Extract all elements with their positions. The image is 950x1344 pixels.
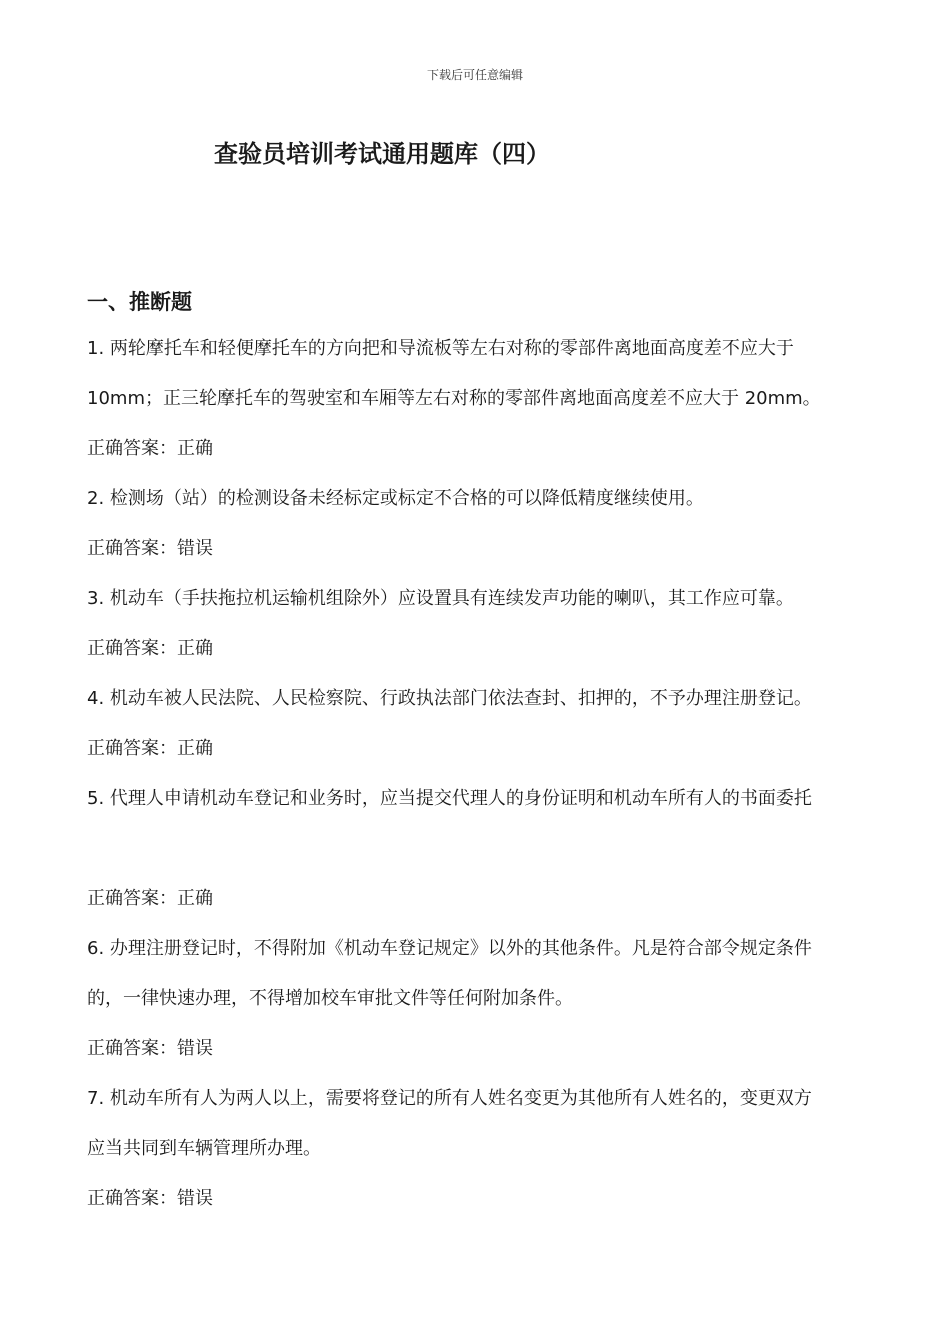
question-list xyxy=(87,324,877,1224)
question-item xyxy=(87,774,877,924)
answer-line: 正确答案：正确 xyxy=(87,638,213,659)
question-text-line: 6. 办理注册登记时，不得附加《机动车登记规定》以外的其他条件。凡是符合部令规定条件 xyxy=(87,938,812,959)
question-text-line xyxy=(87,824,877,874)
question-item xyxy=(87,1074,877,1224)
question-text-line: 7. 机动车所有人为两人以上，需要将登记的所有人姓名变更为其他所有人姓名的，变更双方 xyxy=(87,1088,812,1109)
question-text-line: 3. 机动车（手扶拖拉机运输机组除外）应设置具有连续发声功能的喇叭，其工作应可靠。 xyxy=(87,588,794,609)
question-item xyxy=(87,674,877,774)
section-heading: 一、推断题 xyxy=(87,290,192,314)
question-text-line: 10mm；正三轮摩托车的驾驶室和车厢等左右对称的零部件离地面高度差不应大于 20mm。 xyxy=(87,388,821,409)
answer-line: 正确答案：错误 xyxy=(87,1038,213,1059)
question-text-line: 1. 两轮摩托车和轻便摩托车的方向把和导流板等左右对称的零部件离地面高度差不应大于 xyxy=(87,338,794,359)
document-title: 查验员培训考试通用题库（四） xyxy=(214,140,550,168)
answer-line: 正确答案：正确 xyxy=(87,738,213,759)
answer-line: 正确答案：正确 xyxy=(87,438,213,459)
question-text-line: 4. 机动车被人民法院、人民检察院、行政执法部门依法查封、扣押的，不予办理注册登记。 xyxy=(87,688,812,709)
question-text-line: 的，一律快速办理，不得增加校车审批文件等任何附加条件。 xyxy=(87,988,573,1009)
question-item xyxy=(87,924,877,1074)
answer-line: 正确答案：错误 xyxy=(87,538,213,559)
answer-line: 正确答案：正确 xyxy=(87,888,213,909)
question-text-line: 2. 检测场（站）的检测设备未经标定或标定不合格的可以降低精度继续使用。 xyxy=(87,488,704,509)
question-item xyxy=(87,574,877,674)
question-text-line: 5. 代理人申请机动车登记和业务时，应当提交代理人的身份证明和机动车所有人的书面委托 xyxy=(87,788,812,809)
answer-line: 正确答案：错误 xyxy=(87,1188,213,1209)
question-item xyxy=(87,324,877,474)
header-note: 下载后可任意编辑 xyxy=(426,68,523,82)
question-text-line: 应当共同到车辆管理所办理。 xyxy=(87,1138,321,1159)
question-item xyxy=(87,474,877,574)
